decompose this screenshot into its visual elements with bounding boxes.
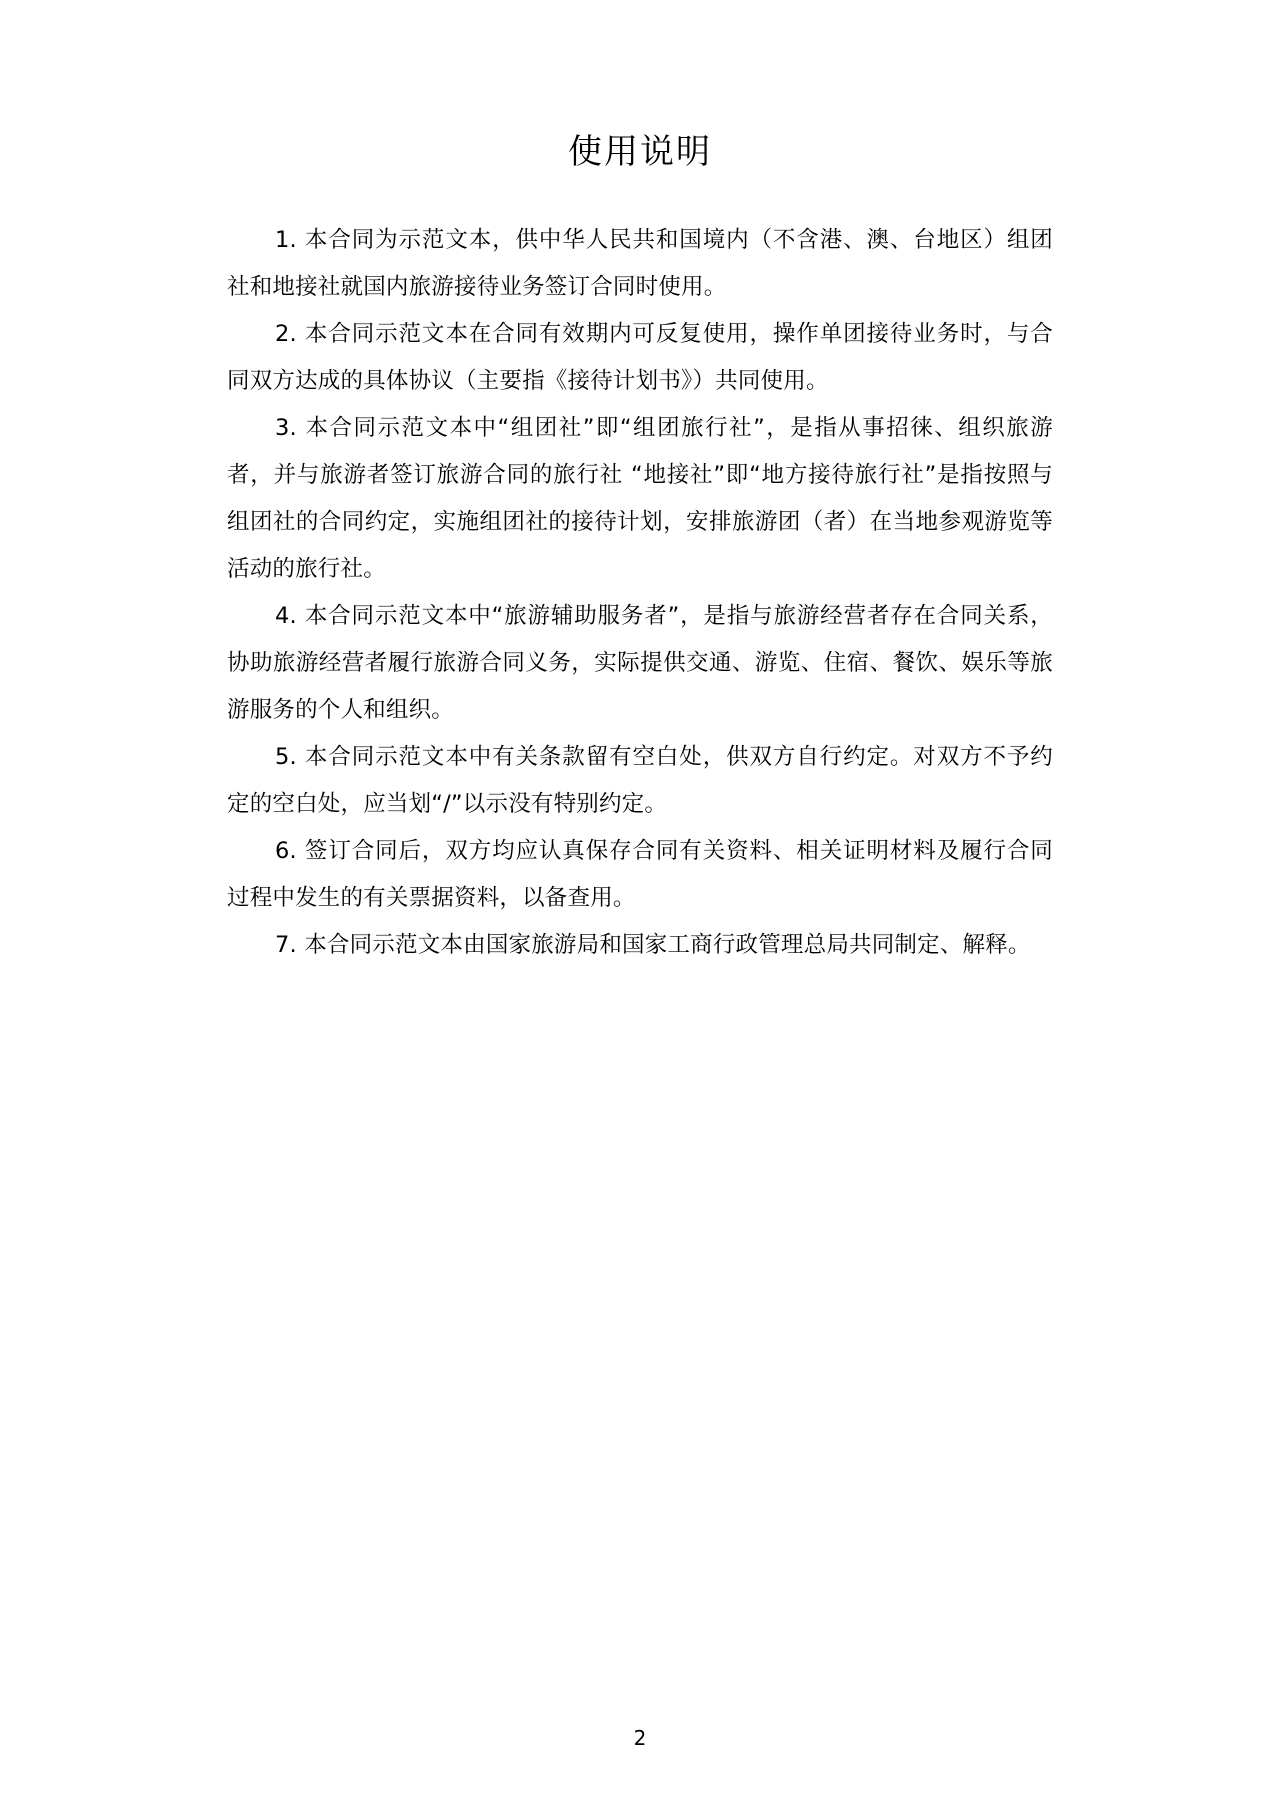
- page-title: 使用说明: [568, 132, 712, 172]
- paragraph-2: 2. 本合同示范文本在合同有效期内可反复使用，操作单团接待业务时，与合同双方达成的具体协议（主要指《接待计划书》）共同使用。: [227, 320, 1053, 394]
- paragraph-1: 1. 本合同为示范文本，供中华人民共和国境内（不含港、澳、台地区）组团社和地接社就国内旅游接待业务签订合同时使用。: [227, 226, 1053, 300]
- paragraph-4: 4. 本合同示范文本中“旅游辅助服务者”，是指与旅游经营者存在合同关系，协助旅游经营者履行旅游合同义务，实际提供交通、游览、住宿、餐饮、娱乐等旅游服务的个人和组织。: [227, 602, 1053, 723]
- paragraph-3: 3. 本合同示范文本中“组团社”即“组团旅行社”，是指从事招徕、组织旅游者，并与旅游者签订旅游合同的旅行社 “地接社”即“地方接待旅行社”是指按照与组团社的合同约定，实施组团社的接待计划，安排旅游团（者）在当地参观游览等活动的旅行社。: [227, 414, 1053, 582]
- paragraph-5: 5. 本合同示范文本中有关条款留有空白处，供双方自行约定。对双方不予约定的空白处，应当划“/”以示没有特别约定。: [227, 743, 1053, 817]
- document-body: [227, 173, 1053, 969]
- paragraph-6: 6. 签订合同后，双方均应认真保存合同有关资料、相关证明材料及履行合同过程中发生的有关票据资料，以备查用。: [227, 837, 1053, 911]
- page-number: 2: [633, 1726, 647, 1750]
- paragraph-7: 7. 本合同示范文本由国家旅游局和国家工商行政管理总局共同制定、解释。: [275, 931, 1031, 958]
